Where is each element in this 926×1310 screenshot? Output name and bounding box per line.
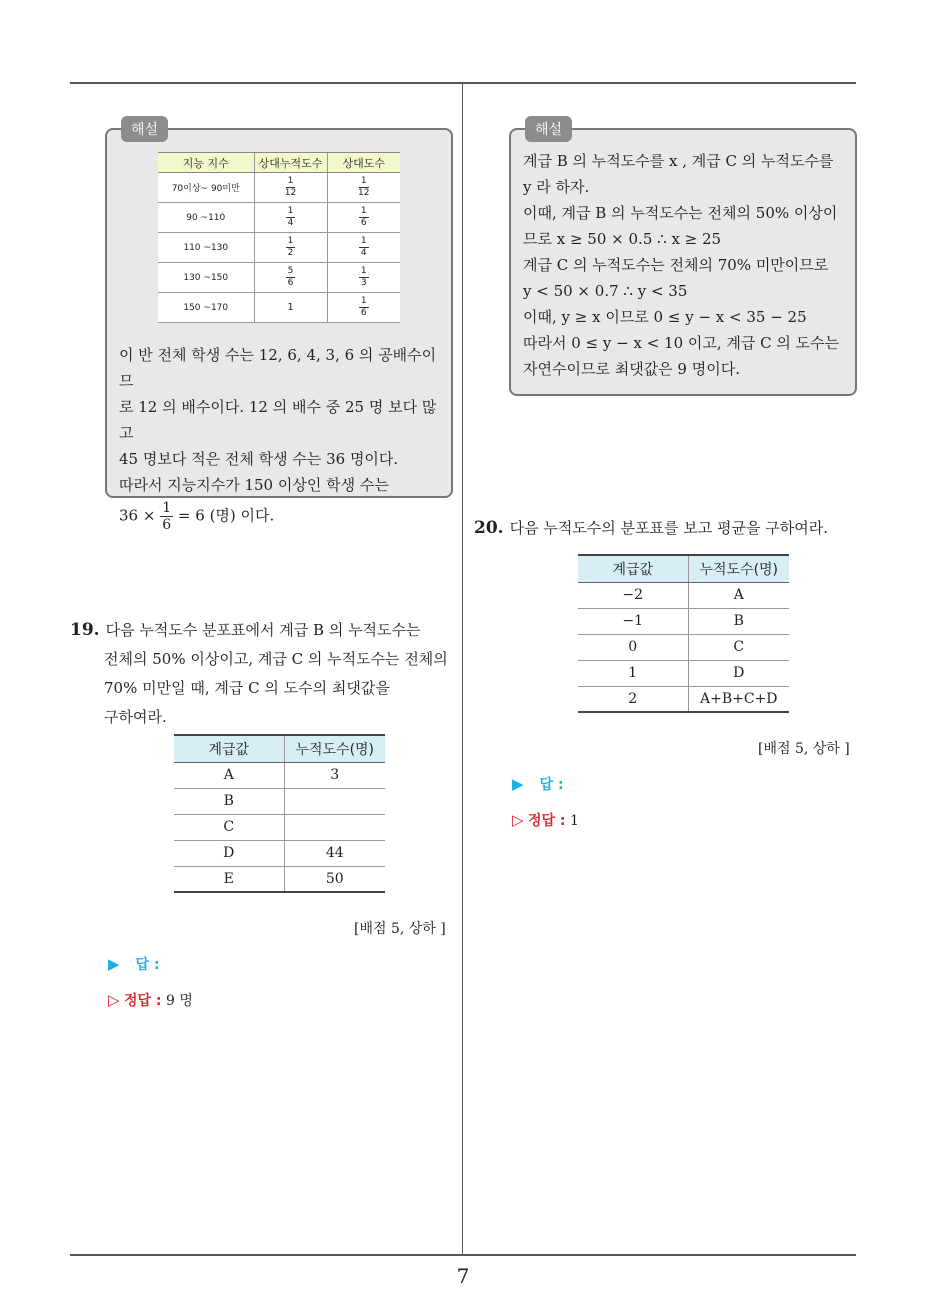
explanation-line: 45 명보다 적은 전체 학생 수는 36 명이다. (119, 450, 399, 468)
iq-header-cum: 상대누적도수 (254, 153, 327, 173)
q19-points: [배점 5, 상하 ] (354, 921, 446, 937)
explanation-tag: 해설 (525, 116, 572, 142)
table-row (578, 582, 789, 608)
play-triangle-icon: ▶ (108, 955, 120, 973)
table-row (578, 686, 789, 712)
table-row (174, 840, 385, 866)
q20-class: 0 (578, 634, 688, 660)
table-row (174, 788, 385, 814)
outline-triangle-icon: ▷ (512, 811, 524, 829)
table-row (174, 762, 385, 788)
q19-cum: 50 (284, 866, 385, 892)
explanation-line: 계급 C 의 누적도수는 전체의 70% 미만이므로 (523, 256, 829, 274)
explanation-line: 이 반 전체 학생 수는 12, 6, 4, 3, 6 의 공배수이므 (119, 346, 437, 390)
explanation-box-right (509, 122, 857, 396)
table-row (578, 660, 789, 686)
question-text: 다음 누적도수의 분포표를 보고 평균을 구하여라. (509, 519, 828, 537)
q19-header-class: 계급값 (174, 735, 284, 762)
q19-class: A (174, 762, 284, 788)
correct-value: 1 (569, 813, 579, 829)
iq-range: 150 ~170 (158, 293, 254, 323)
iq-table (158, 152, 400, 323)
iq-rel: $\frac{1}{6}$ (327, 293, 400, 323)
q20-header-cum: 누적도수(명) (688, 555, 789, 582)
explanation-line: 로 12 의 배수이다. 12 의 배수 중 25 명 보다 많고 (119, 398, 437, 442)
outline-triangle-icon: ▷ (108, 991, 120, 1009)
explanation-line: 므로 x ≥ 50 × 0.5 ∴ x ≥ 25 (523, 230, 722, 248)
explanation-right-text (523, 148, 853, 382)
q19-class: E (174, 866, 284, 892)
question-number: 20. (474, 518, 504, 538)
page-number: 7 (456, 1264, 470, 1288)
table-row (158, 263, 400, 293)
q20-class: 1 (578, 660, 688, 686)
table-row (158, 233, 400, 263)
q20-cum: C (688, 634, 789, 660)
question-line: 다음 누적도수 분포표에서 계급 B 의 누적도수는 (105, 621, 421, 639)
q19-table (174, 734, 385, 893)
explanation-line: y 라 하자. (523, 178, 590, 196)
explanation-final-line: 36 × $\frac{1}{6}$ = 6 (명) 이다. (119, 500, 275, 533)
explanation-line: 따라서 0 ≤ y − x < 10 이고, 계급 C 의 도수는 (523, 334, 840, 352)
explanation-box-left (105, 122, 453, 533)
q20-answer[interactable] (512, 774, 564, 794)
q20-cum: A (688, 582, 789, 608)
answer-label: 답 : (539, 777, 564, 793)
q20-cum: D (688, 660, 789, 686)
iq-header-rel: 상대도수 (327, 153, 400, 173)
q20-class: −1 (578, 608, 688, 634)
q19-correct (108, 990, 193, 1010)
table-row (158, 293, 400, 323)
iq-cum: $\frac{5}{6}$ (254, 263, 327, 293)
question-20 (474, 514, 864, 543)
iq-range: 70이상~ 90미만 (158, 173, 254, 203)
explanation-line: 자연수이므로 최댓값은 9 명이다. (523, 360, 740, 378)
q20-header-class: 계급값 (578, 555, 688, 582)
table-row (158, 203, 400, 233)
table-row (578, 608, 789, 634)
answer-label: 답 : (135, 957, 160, 973)
explanation-line: 이때, y ≥ x 이므로 0 ≤ y − x < 35 − 25 (523, 308, 807, 326)
q19-answer[interactable] (108, 954, 160, 974)
iq-cum: $\frac{1}{2}$ (254, 233, 327, 263)
explanation-line: 따라서 지능지수가 150 이상인 학생 수는 (119, 476, 389, 494)
q19-class: C (174, 814, 284, 840)
iq-cum: 1 (254, 293, 327, 323)
iq-cum: $\frac{1}{4}$ (254, 203, 327, 233)
iq-rel: $\frac{1}{12}$ (327, 173, 400, 203)
correct-label: 정답 : (528, 813, 566, 829)
q20-cum: B (688, 608, 789, 634)
question-line: 구하여라. (104, 708, 167, 726)
explanation-tag: 해설 (121, 116, 168, 142)
iq-rel: $\frac{1}{4}$ (327, 233, 400, 263)
iq-header-range: 지능 지수 (158, 153, 254, 173)
question-19 (70, 616, 458, 732)
column-divider (462, 84, 463, 1256)
q20-table (578, 554, 789, 713)
q20-class: 2 (578, 686, 688, 712)
correct-label: 정답 : (124, 993, 162, 1009)
bottom-rule (70, 1254, 856, 1256)
play-triangle-icon: ▶ (512, 775, 524, 793)
q19-class: B (174, 788, 284, 814)
iq-range: 110 ~130 (158, 233, 254, 263)
q20-cum: A+B+C+D (688, 686, 789, 712)
q20-points: [배점 5, 상하 ] (758, 741, 850, 757)
q19-header-cum: 누적도수(명) (284, 735, 385, 762)
explanation-line: 계급 B 의 누적도수를 x , 계급 C 의 누적도수를 (523, 152, 834, 170)
iq-range: 90 ~110 (158, 203, 254, 233)
iq-rel: $\frac{1}{6}$ (327, 203, 400, 233)
explanation-left-text (119, 342, 449, 533)
q19-cum (284, 814, 385, 840)
correct-value: 9 명 (165, 993, 193, 1009)
q20-correct (512, 810, 579, 830)
iq-cum: $\frac{1}{12}$ (254, 173, 327, 203)
table-row (174, 814, 385, 840)
q19-class: D (174, 840, 284, 866)
q20-class: −2 (578, 582, 688, 608)
explanation-line: y < 50 × 0.7 ∴ y < 35 (523, 282, 688, 300)
table-row (578, 634, 789, 660)
iq-range: 130 ~150 (158, 263, 254, 293)
table-row (174, 866, 385, 892)
iq-rel: $\frac{1}{3}$ (327, 263, 400, 293)
question-number: 19. (70, 620, 100, 640)
explanation-line: 이때, 계급 B 의 누적도수는 전체의 50% 이상이 (523, 204, 838, 222)
top-rule (70, 82, 856, 84)
question-line: 70% 미만일 때, 계급 C 의 도수의 최댓값을 (104, 679, 390, 697)
q19-cum (284, 788, 385, 814)
table-row (158, 173, 400, 203)
question-line: 전체의 50% 이상이고, 계급 C 의 누적도수는 전체의 (104, 650, 448, 668)
q19-cum: 3 (284, 762, 385, 788)
q19-cum: 44 (284, 840, 385, 866)
